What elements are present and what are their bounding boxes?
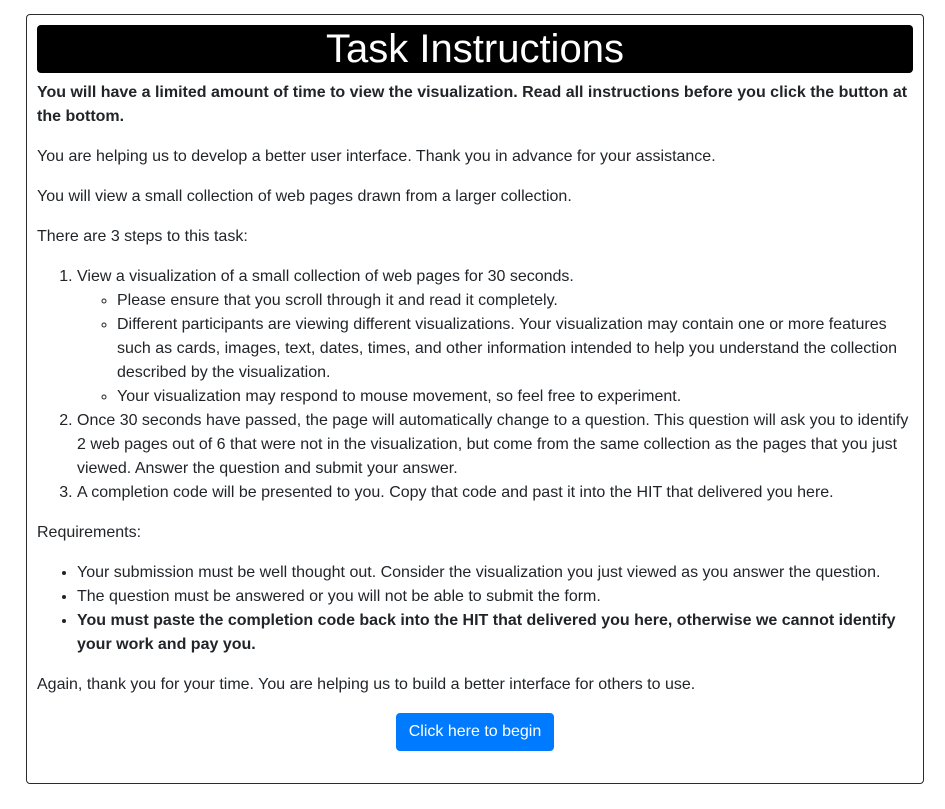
step-item: 2. Once 30 seconds have passed, the page will automatically change to a question. This question will ask you to identify 2 web pages out of 6 that were not in the visualization, but come from the same collection as the pages that you just viewed. Answer the question and submit your answer. (77, 409, 913, 481)
steps-list (37, 265, 913, 505)
step-1-substeps (77, 289, 913, 409)
requirement-item: • Your submission must be well thought out. Consider the visualization you just viewed as you answer the question. (77, 561, 913, 585)
substep-item: ◦ Different participants are viewing different visualizations. Your visualization may contain one or more features such as cards, images, text, dates, times, and other information intended to help you understand the collection described by the visualization. (117, 313, 913, 385)
requirement-item: • The question must be answered or you will not be able to submit the form. (77, 585, 913, 609)
collection-paragraph: You will view a small collection of web pages drawn from a larger collection. (37, 188, 572, 205)
step-item: 3. A completion code will be presented to you. Copy that code and past it into the HIT that delivered you here. (77, 481, 913, 505)
steps-intro: There are 3 steps to this task: (37, 228, 248, 245)
step-1-text: View a visualization of a small collection of web pages for 30 seconds. (77, 268, 574, 285)
requirements-list (37, 561, 913, 657)
instructions-card (26, 14, 924, 784)
requirements-label: Requirements: (37, 524, 142, 541)
intro-paragraph: You are helping us to develop a better user interface. Thank you in advance for your assistance. (37, 148, 716, 165)
requirement-item: • You must paste the completion code back into the HIT that delivered you here, otherwise we cannot identify your work and pay you. (77, 609, 913, 657)
page-title: Task Instructions (37, 25, 913, 73)
step-item (77, 265, 913, 409)
closing-paragraph: Again, thank you for your time. You are helping us to build a better interface for others to use. (37, 676, 696, 693)
begin-button[interactable]: Click here to begin (396, 713, 555, 751)
substep-item: ◦ Please ensure that you scroll through it and read it completely. (117, 289, 913, 313)
button-container (37, 713, 913, 751)
substep-item: ◦ Your visualization may respond to mouse movement, so feel free to experiment. (117, 385, 913, 409)
time-limit-notice: You will have a limited amount of time to view the visualization. Read all instructions before you click the button at the bottom. (37, 84, 908, 125)
